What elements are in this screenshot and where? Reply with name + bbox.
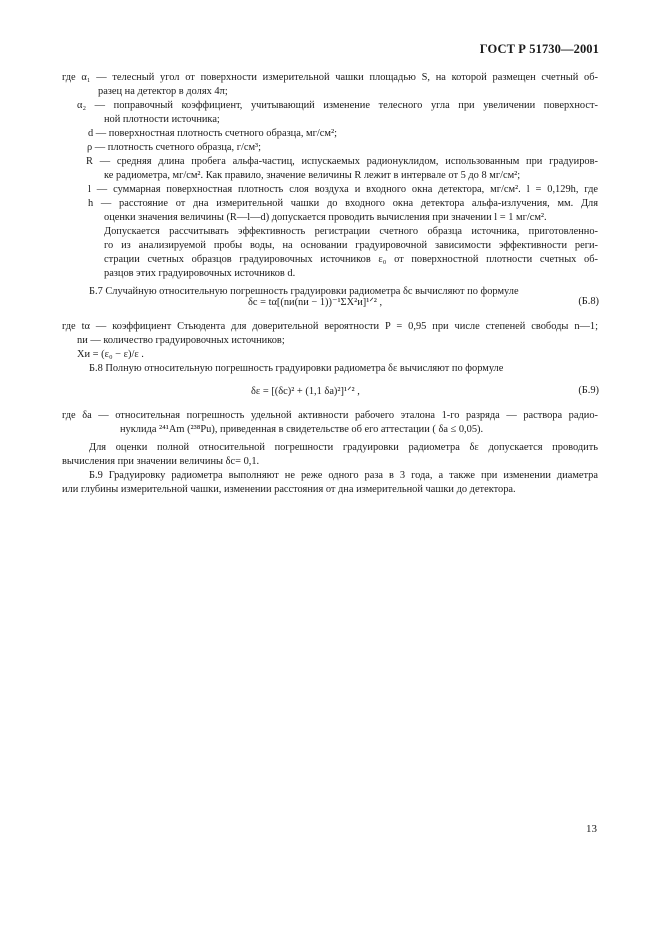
definition-line: Допускается рассчитывать эффективность регистрации счетного образца источника, приготовленно-	[104, 226, 598, 237]
page-number: 13	[586, 823, 597, 835]
definition-line: оценки значения величины (R—l—d) допускается проводить вычисления при значении l = 1 мг/см².	[104, 212, 547, 223]
where-line: Xи = (ε₀ − ε)/ε .	[77, 349, 144, 360]
section-b7-text: Б.7 Случайную относительную погрешность градуировки радиометра δc вычисляют по формуле	[89, 286, 519, 297]
note-line: Для оценки полной относительной погрешности градуировки радиометра δε допускается проводить	[89, 442, 598, 453]
definition-line: ной плотности источника;	[104, 114, 220, 125]
where-line: нуклида ²⁴¹Am (²³⁸Pu), приведенная в свидетельстве об его аттестации ( δа ≤ 0,05).	[120, 424, 484, 435]
definition-line: страции счетных образцов градуировочных источников ε₀ от поверхностной плотности счетных об-	[104, 254, 598, 265]
definition-line: разцов этих градуировочных источников d.	[104, 268, 296, 279]
note-line: вычисления при значении величины δс= 0,1.	[62, 456, 260, 467]
formula-number-b9: (Б.9)	[578, 385, 599, 396]
section-b8-text: Б.8 Полную относительную погрешность градуировки радиометра δε вычисляют по формуле	[89, 363, 504, 374]
formula-b9: δε = [(δc)² + (1,1 δа)²]¹ᐟ² ,	[251, 386, 360, 397]
where-line: где δа — относительная погрешность удельной активности рабочего эталона 1-го разряда — раствора радио-	[62, 410, 598, 421]
definition-line: разец на детектор в долях 4π;	[98, 86, 228, 97]
where-line: где tα — коэффициент Стьюдента для доверительной вероятности P = 0,95 при числе степеней свободы n—1;	[62, 321, 598, 332]
definition-line: h — расстояние от дна измерительной чашки до входного окна детектора альфа-излучения, мм. Для	[88, 198, 598, 209]
formula-number-b8: (Б.8)	[578, 296, 599, 307]
definition-line: ке радиометра, мг/см². Как правило, значение величины R лежит в интервале от 5 до 8 мг/см²;	[104, 170, 521, 181]
where-line: nи — количество градуировочных источников;	[77, 335, 285, 346]
definition-line: R — средняя длина пробега альфа-частиц, испускаемых радионуклидом, использованным при градуиров-	[86, 156, 598, 167]
section-b9-line: или глубины измерительной чашки, изменении расстояния от дна измерительной чашки до детектора.	[62, 484, 516, 495]
definition-line: го из анализируемой пробы воды, на основании градуировочной зависимости эффективности реги-	[104, 240, 598, 251]
document-header: ГОСТ Р 51730—2001	[479, 42, 599, 56]
definition-line: где α₁ — телесный угол от поверхности измерительной чашки площадью S, на которой размещен счетный об-	[62, 72, 598, 83]
definition-line: α₂ — поправочный коэффициент, учитывающий изменение телесного угла при увеличении поверхност-	[77, 100, 598, 111]
section-b9-line: Б.9 Градуировку радиометра выполняют не реже одного раза в 3 года, а также при изменении диаметра	[89, 470, 598, 481]
formula-b8: δc = tα[(nи(nи − 1))⁻¹ΣX²и]¹ᐟ² ,	[248, 297, 383, 308]
definition-line: d — поверхностная плотность счетного образца, мг/см²;	[88, 128, 337, 139]
definition-line: l — суммарная поверхностная плотность слоя воздуха и входного окна детектора, мг/см². l = 0,129h, где	[88, 184, 598, 195]
definition-line: ρ — плотность счетного образца, г/см³;	[87, 142, 262, 153]
